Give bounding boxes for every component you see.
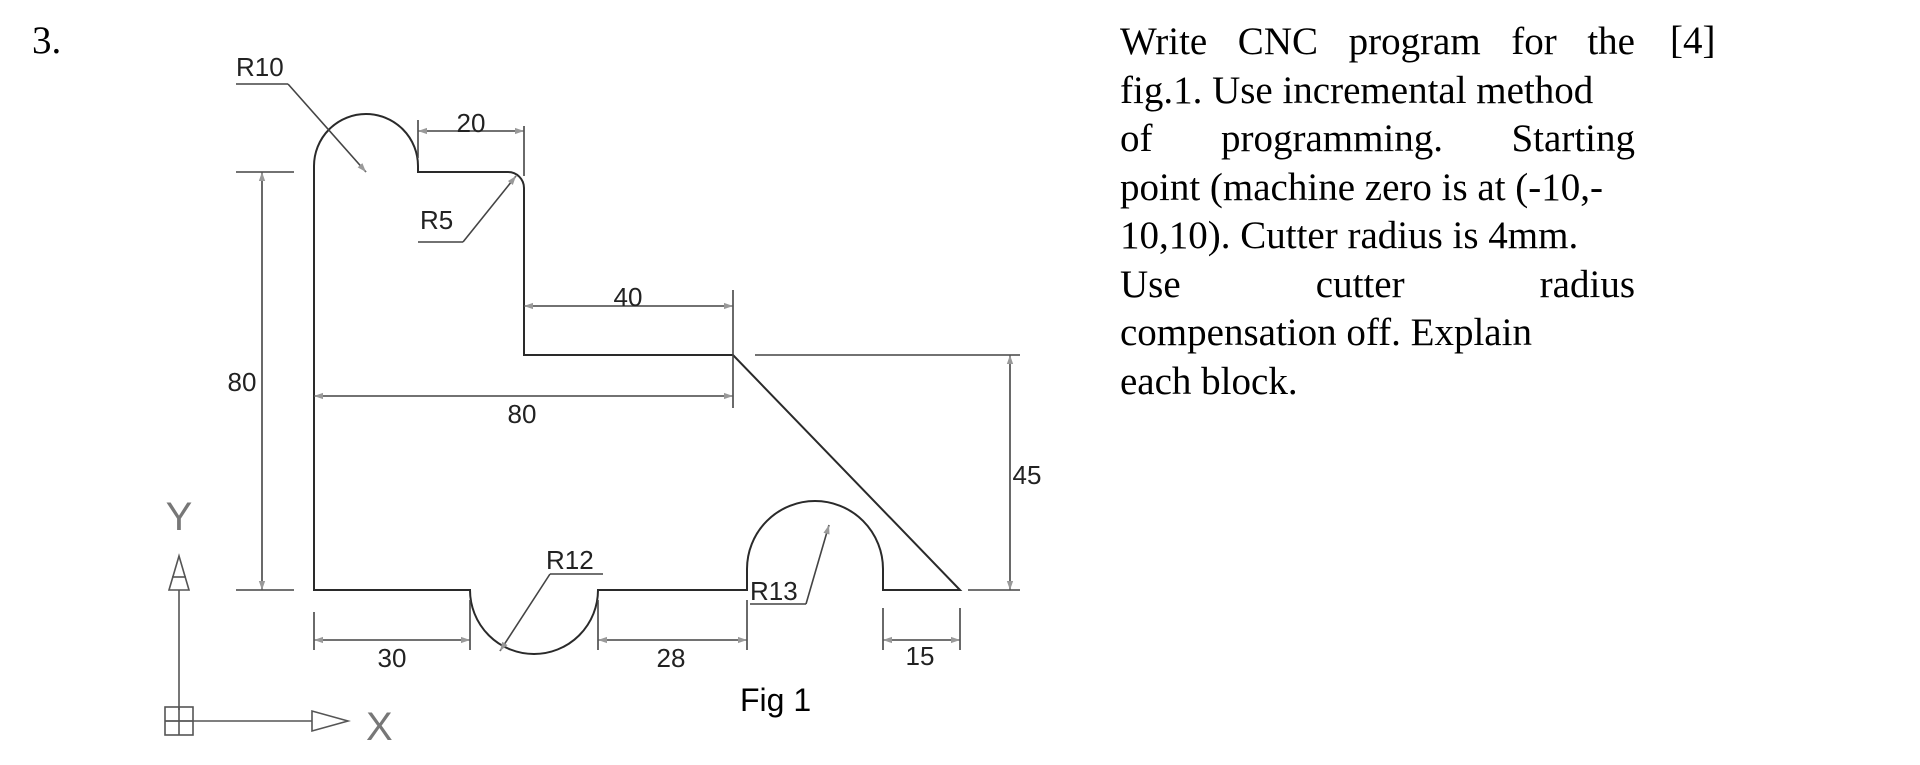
question-line-6: Use cutter radius <box>1120 262 1635 306</box>
label-80-horizontal: 80 <box>507 399 537 429</box>
question-line-2: fig.1. Use incremental method <box>1120 68 1594 112</box>
label-30: 30 <box>377 643 407 673</box>
question-marks: [4] <box>1670 19 1716 62</box>
leader-r10 <box>288 84 366 172</box>
label-45: 45 <box>1012 460 1042 490</box>
extension-lines <box>236 120 1020 650</box>
label-20: 20 <box>456 108 486 138</box>
figure-caption: Fig 1 <box>740 682 812 718</box>
question-line-1: Write CNC program for the <box>1120 20 1635 63</box>
question-line-5: 10,10). Cutter radius is 4mm. <box>1120 214 1579 257</box>
part-outline <box>314 114 960 654</box>
question-line-7: compensation off. Explain <box>1120 311 1532 354</box>
dimension-lines <box>262 131 1010 640</box>
question-line-4: point (machine zero is at (-10,- <box>1120 165 1603 209</box>
label-r13: R13 <box>750 576 798 606</box>
x-axis-label: X <box>366 705 393 749</box>
leader-r5 <box>463 176 516 242</box>
question-line-3: of programming. Starting <box>1120 117 1635 160</box>
question-number: 3. <box>32 19 62 62</box>
label-r10: R10 <box>236 52 284 82</box>
label-15: 15 <box>905 641 935 671</box>
label-80-vertical: 80 <box>227 367 257 397</box>
label-28: 28 <box>656 643 686 673</box>
radius-leaders <box>236 84 829 651</box>
label-r5: R5 <box>420 205 454 235</box>
leader-r12 <box>500 574 550 651</box>
ucs-axis-icon <box>165 556 348 735</box>
label-r12: R12 <box>546 545 594 575</box>
y-axis-label: Y <box>165 495 193 539</box>
question-line-8: each block. <box>1120 359 1298 403</box>
leader-r13 <box>806 525 829 604</box>
label-40: 40 <box>613 282 643 312</box>
